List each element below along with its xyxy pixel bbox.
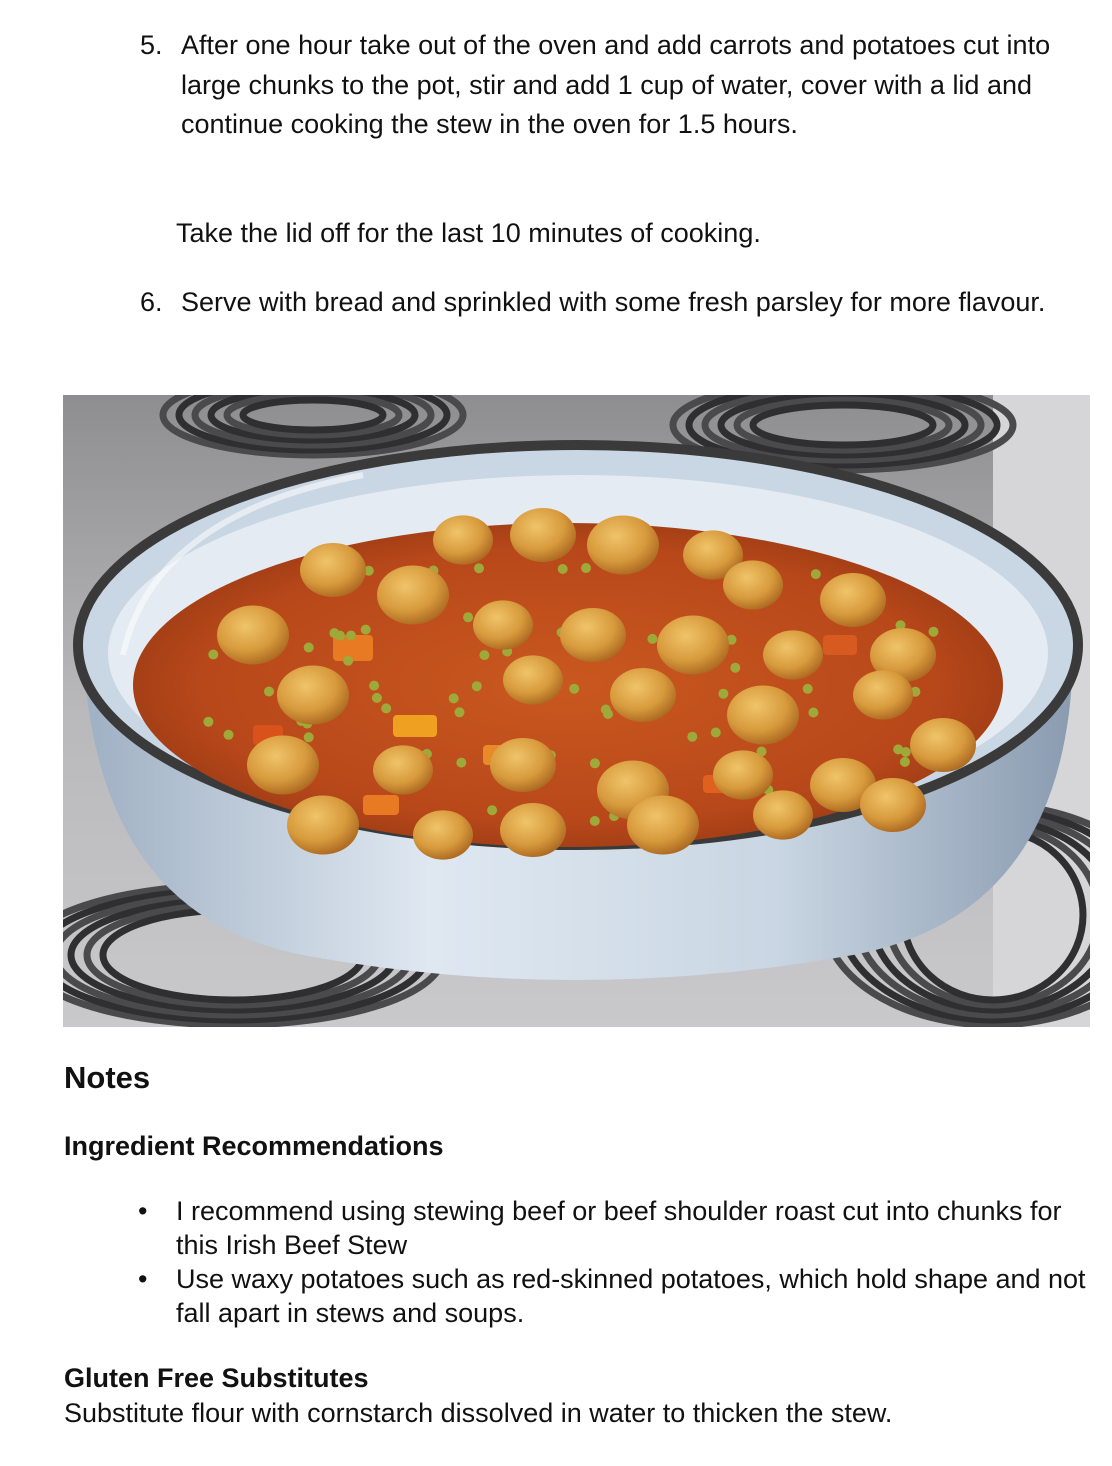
step-6 <box>140 283 1090 323</box>
step-note: Take the lid off for the last 10 minutes of cooking. <box>176 218 761 248</box>
pea <box>590 816 600 826</box>
meatball <box>287 795 359 854</box>
meatball <box>473 600 533 649</box>
pea <box>929 627 939 637</box>
meatball <box>727 685 799 744</box>
meatball <box>300 543 366 597</box>
meatball <box>560 608 626 662</box>
meatball <box>247 735 319 794</box>
pea <box>304 643 314 653</box>
pea <box>590 758 600 768</box>
ingredient-recommendations-heading: Ingredient Recommendations <box>64 1131 444 1161</box>
pea <box>264 687 274 697</box>
step-text: Serve with bread and sprinkled with some fresh parsley for more flavour. <box>181 287 1046 317</box>
step-number: 5. <box>140 30 163 60</box>
pea <box>558 564 568 574</box>
pea <box>372 693 382 703</box>
pea <box>329 628 339 638</box>
meatball <box>860 778 926 832</box>
meatball <box>510 508 576 562</box>
pea <box>224 730 234 740</box>
pea <box>472 681 482 691</box>
vegetable-chunk <box>823 635 857 655</box>
pea <box>455 707 465 717</box>
stew-photo <box>63 395 1090 1027</box>
meatball <box>377 565 449 624</box>
meatball <box>713 750 773 799</box>
pea <box>730 663 740 673</box>
meatball <box>503 655 563 704</box>
meatball <box>500 803 566 857</box>
pea <box>647 634 657 644</box>
pea <box>463 612 473 622</box>
pea <box>808 708 818 718</box>
step-text: After one hour take out of the oven and add carrots and potatoes cut into large chunks to the pot, stir and add 1 cup of water, cover with a lid and continue cooking the stew in the oven for 1.5 hours. <box>181 30 1051 139</box>
meatball <box>490 738 556 792</box>
meatball <box>627 795 699 854</box>
pea <box>711 728 721 738</box>
gluten-free-heading: Gluten Free Substitutes <box>64 1363 369 1393</box>
meatball <box>853 670 913 719</box>
pea <box>449 693 459 703</box>
pea <box>369 681 379 691</box>
meatball <box>610 668 676 722</box>
pea <box>718 689 728 699</box>
meatball <box>753 790 813 839</box>
pea <box>569 684 579 694</box>
list-item-text: I recommend using stewing beef or beef shoulder roast cut into chunks for this Irish Beef Stew <box>176 1196 1062 1260</box>
pea <box>811 569 821 579</box>
meatball <box>657 615 729 674</box>
pea <box>343 656 353 666</box>
step-5 <box>140 26 1090 145</box>
ingredient-list <box>138 1194 1088 1330</box>
vegetable-chunk <box>393 715 437 737</box>
stew-pot-image <box>63 395 1090 1027</box>
pea <box>361 625 371 635</box>
vegetable-chunk <box>363 795 399 815</box>
list-item-text: Use waxy potatoes such as red-skinned potatoes, which hold shape and not fall apart in stews and soups. <box>176 1264 1086 1328</box>
pea <box>601 705 611 715</box>
pea <box>581 563 591 573</box>
list-item <box>138 1262 1088 1330</box>
pea <box>381 703 391 713</box>
bullet-icon: • <box>138 1196 148 1226</box>
list-item <box>138 1194 1088 1262</box>
pea <box>346 631 356 641</box>
meatball <box>587 515 659 574</box>
pea <box>803 684 813 694</box>
pea <box>474 563 484 573</box>
pea <box>487 805 497 815</box>
meatball <box>217 605 289 664</box>
meatball <box>433 515 493 564</box>
pea <box>456 758 466 768</box>
notes-heading: Notes <box>64 1060 151 1095</box>
meatball <box>763 630 823 679</box>
pea <box>687 732 697 742</box>
pea <box>901 747 911 757</box>
bullet-icon: • <box>138 1264 148 1294</box>
pea <box>900 757 910 767</box>
meatball <box>373 745 433 794</box>
meatball <box>820 573 886 627</box>
step-number: 6. <box>140 287 163 317</box>
meatball <box>277 665 349 724</box>
gluten-free-text: Substitute flour with cornstarch dissolved in water to thicken the stew. <box>64 1398 893 1428</box>
meatball <box>723 560 783 609</box>
pea <box>304 732 314 742</box>
meatball <box>413 810 473 859</box>
meatball <box>910 718 976 772</box>
pea <box>203 717 213 727</box>
pea <box>479 650 489 660</box>
pea <box>208 650 218 660</box>
